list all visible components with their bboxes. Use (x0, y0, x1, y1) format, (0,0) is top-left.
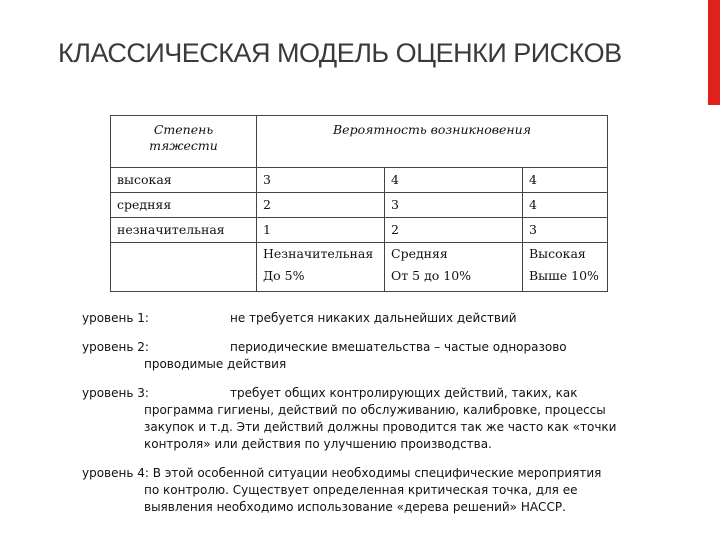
risk-cell: 4 (523, 168, 608, 193)
severity-label: незначительная (111, 218, 257, 243)
risk-level-3 (82, 385, 682, 453)
level-text-continued: программа гигиены, действий по обслуживанию, калибровке, процессы (144, 403, 606, 417)
table-row (111, 168, 608, 193)
level-text: В этой особенной ситуации необходимы специфические мероприятия (152, 466, 602, 480)
table-row (111, 218, 608, 243)
probability-level: Средняя От 5 до 10% (385, 243, 523, 292)
risk-cell: 4 (385, 168, 523, 193)
risk-level-1 (82, 310, 682, 327)
level-text: требует общих контролирующих действий, таких, как (230, 386, 578, 400)
level-text-continued: проводимые действия (144, 357, 287, 371)
level-text-continued: выявления необходимо использование «дерева решений» НАССР. (144, 500, 566, 514)
level-text: не требуется никаких дальнейших действий (230, 311, 517, 325)
risk-cell: 3 (257, 168, 385, 193)
severity-header: Степень тяжести (111, 116, 257, 168)
level-label: уровень 3: (82, 386, 149, 400)
table-row (111, 193, 608, 218)
severity-label: высокая (111, 168, 257, 193)
risk-cell: 4 (523, 193, 608, 218)
risk-cell: 3 (385, 193, 523, 218)
level-text: периодические вмешательства – частые одноразово (230, 340, 567, 354)
probability-level: Высокая Выше 10% (523, 243, 608, 292)
probability-levels-row (111, 243, 608, 292)
level-label: уровень 2: (82, 340, 149, 354)
risk-cell: 3 (523, 218, 608, 243)
empty-cell (111, 243, 257, 292)
level-text-continued: закупок и т.д. Эти действий должны проводится так же часто как «точки (144, 420, 617, 434)
risk-cell: 2 (257, 193, 385, 218)
risk-cell: 2 (385, 218, 523, 243)
risk-levels-list (82, 310, 682, 528)
risk-matrix-table (110, 115, 608, 292)
level-label: уровень 1: (82, 311, 149, 325)
table-header-row (111, 116, 608, 168)
page-title: КЛАССИЧЕСКАЯ МОДЕЛЬ ОЦЕНКИ РИСКОВ (58, 38, 622, 68)
risk-level-2 (82, 339, 682, 373)
level-text-continued: контроля» или действия по улучшению производства. (144, 437, 492, 451)
accent-bar (708, 0, 720, 105)
risk-level-4 (82, 465, 682, 516)
severity-label: средняя (111, 193, 257, 218)
level-text-continued: по контролю. Существует определенная критическая точка, для ее (144, 483, 578, 497)
probability-level: Незначительная До 5% (257, 243, 385, 292)
risk-cell: 1 (257, 218, 385, 243)
level-label: уровень 4: (82, 466, 149, 480)
probability-header: Вероятность возникновения (257, 116, 608, 168)
